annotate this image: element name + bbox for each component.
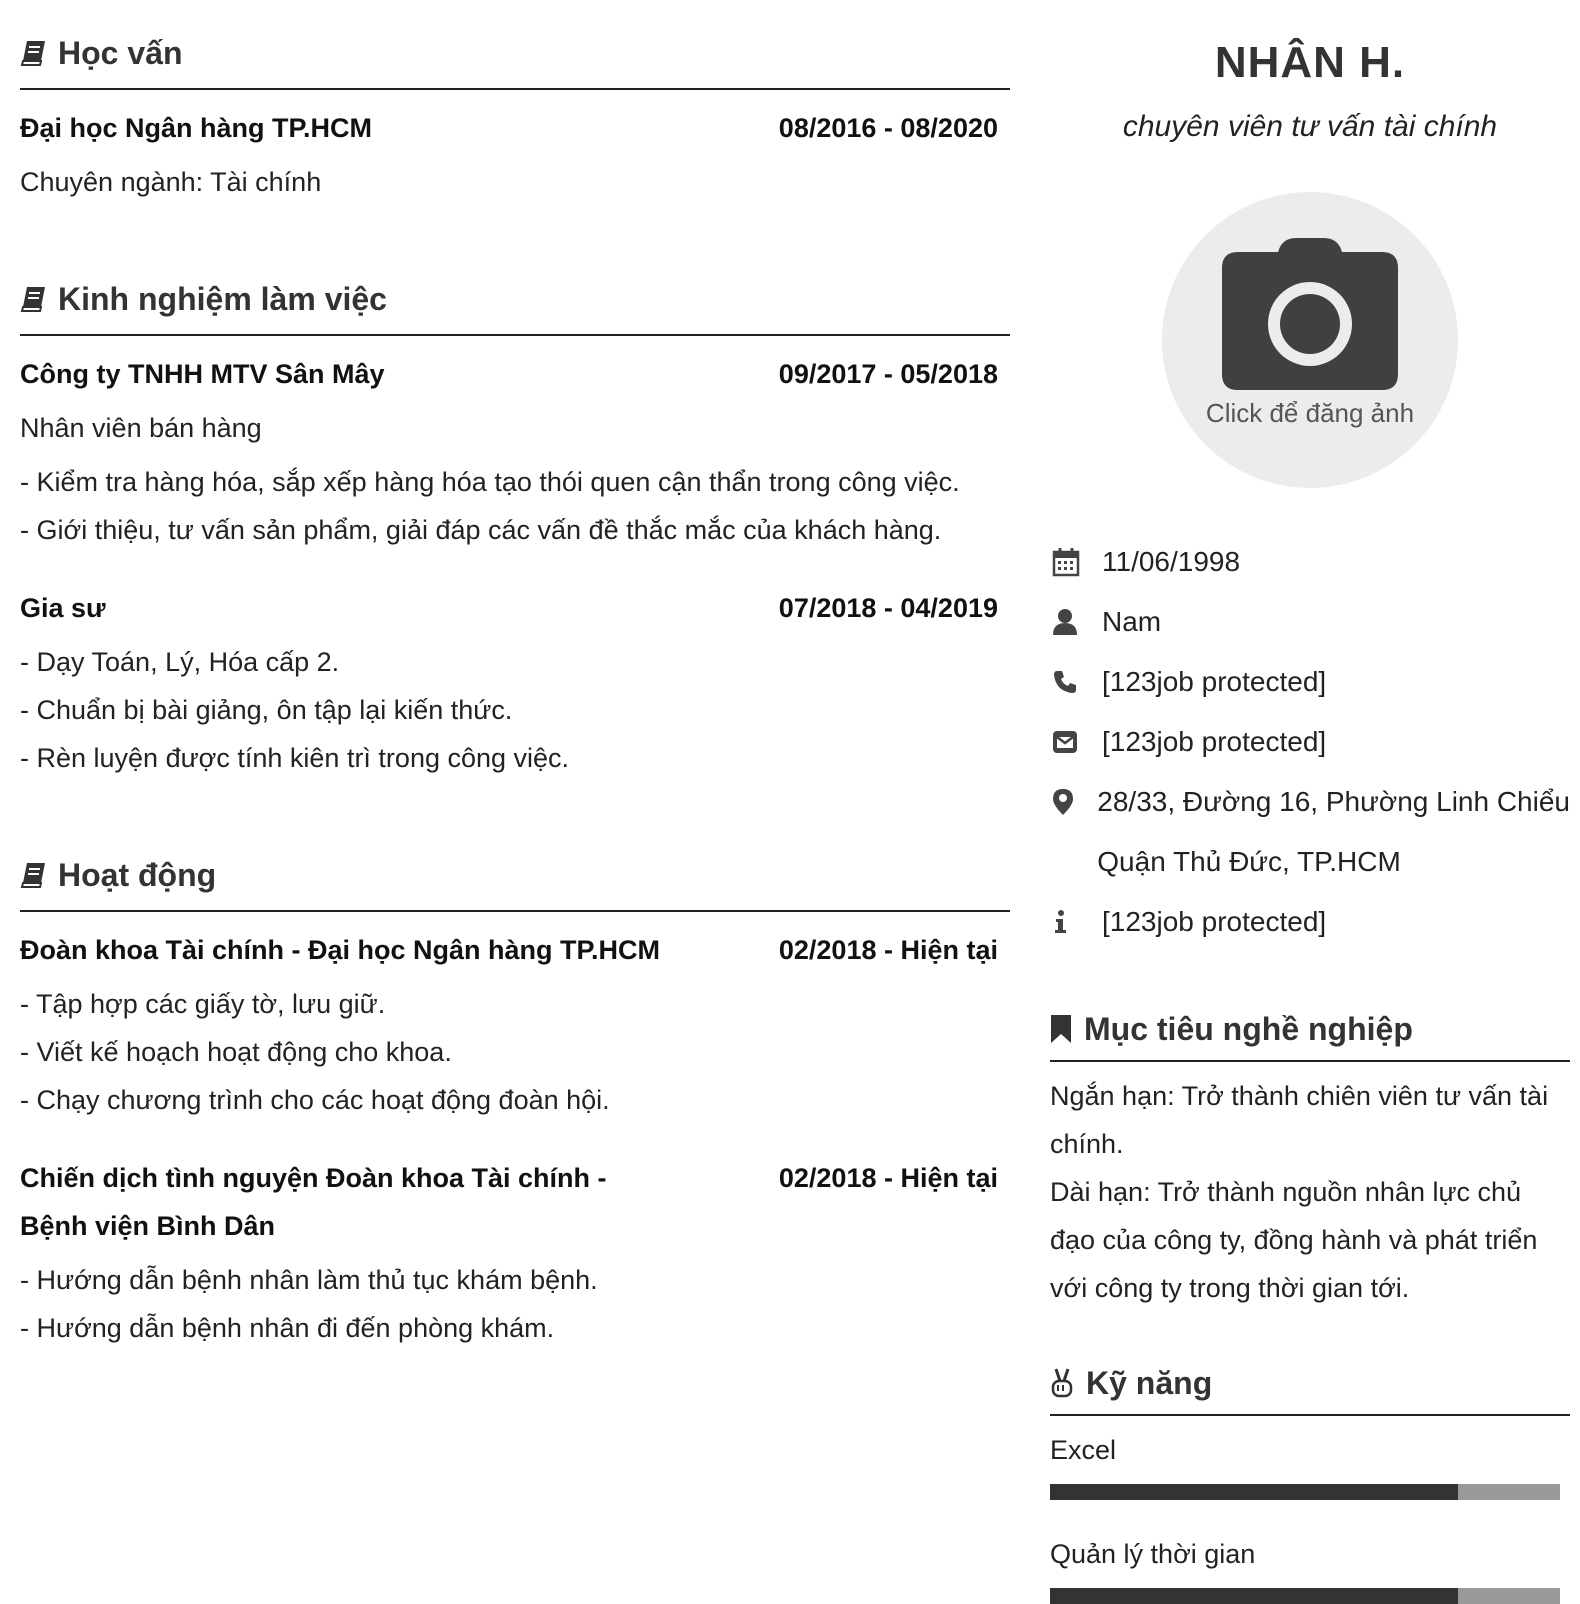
section-title: Học vấn: [58, 34, 183, 71]
entry-name: Gia sư: [20, 593, 106, 623]
activity-entry: [20, 1154, 1010, 1352]
experience-entry: [20, 336, 1010, 554]
book-icon: [20, 861, 48, 889]
entry-bullet: - Tập hợp các giấy tờ, lưu giữ.: [20, 989, 386, 1019]
objective-short-term: Ngắn hạn: Trở thành chiên viên tư vấn tài chính.: [1050, 1081, 1549, 1159]
peace-hand-icon: [1050, 1367, 1074, 1399]
skill-label: Quản lý thời gian: [1050, 1539, 1256, 1569]
contact-info: [1050, 892, 1570, 952]
phone-icon: [1050, 652, 1102, 712]
sidebar-column: [1050, 0, 1570, 1569]
section-title: Mục tiêu nghề nghiệp: [1084, 1010, 1413, 1047]
contact-birthday: [1050, 532, 1570, 592]
entry-bullet: - Hướng dẫn bệnh nhân làm thủ tục khám bệnh.: [20, 1265, 598, 1295]
calendar-icon: [1050, 532, 1102, 592]
entry-bullet: - Chuẩn bị bài giảng, ôn tập lại kiến thức.: [20, 695, 513, 725]
birthday-value: 11/06/1998: [1102, 546, 1241, 577]
info-value: [123job protected]: [1102, 906, 1327, 937]
activities-section: [20, 822, 1010, 1352]
main-column: [20, 0, 1010, 1392]
section-header: [20, 822, 1010, 912]
section-header: [20, 0, 1010, 90]
contact-phone: [1050, 652, 1570, 712]
skill-bar: [1050, 1484, 1560, 1500]
entry-date: 02/2018 - Hiện tại: [778, 1163, 998, 1193]
info-icon: [1050, 892, 1102, 952]
envelope-icon: [1050, 712, 1102, 772]
education-entry: [20, 90, 1010, 206]
contact-gender: [1050, 592, 1570, 652]
section-title: Kinh nghiệm làm việc: [58, 280, 387, 317]
map-marker-icon: [1050, 772, 1097, 832]
objective-text: [1050, 1072, 1570, 1312]
section-title: Hoạt động: [58, 856, 217, 893]
address-line-2: Quận Thủ Đức, TP.HCM: [1097, 846, 1401, 877]
skill-bar-fill: [1050, 1484, 1458, 1500]
entry-bullet: - Chạy chương trình cho các hoạt động đoàn hội.: [20, 1085, 610, 1115]
skills-header: [1050, 1352, 1570, 1416]
skill-bar-fill: [1050, 1588, 1458, 1604]
address-line-1: 28/33, Đường 16, Phường Linh Chiểu: [1097, 786, 1570, 817]
entry-subtitle: Chuyên ngành: Tài chính: [20, 167, 322, 197]
entry-date: 09/2017 - 05/2018: [778, 359, 998, 389]
skill-label: Excel: [1050, 1435, 1117, 1465]
contact-email: [1050, 712, 1570, 772]
book-icon: [20, 285, 48, 313]
phone-value: [123job protected]: [1102, 666, 1327, 697]
entry-bullet: - Kiểm tra hàng hóa, sắp xếp hàng hóa tạo thói quen cận thẩn trong công việc.: [20, 467, 960, 497]
bookmark-icon: [1050, 1014, 1072, 1044]
avatar-caption: Click để đăng ảnh: [1205, 398, 1415, 428]
entry-subtitle: Nhân viên bán hàng: [20, 413, 262, 443]
entry-bullet: - Rèn luyện được tính kiên trì trong công việc.: [20, 743, 570, 773]
education-section: [20, 0, 1010, 206]
skill-bar: [1050, 1588, 1560, 1604]
skill-item: [1050, 1530, 1570, 1604]
entry-name: Đại học Ngân hàng TP.HCM: [20, 113, 373, 143]
experience-entry: [20, 584, 1010, 782]
experience-section: [20, 246, 1010, 782]
objective-long-term: Dài hạn: Trở thành nguồn nhân lực chủ đạo của công ty, đồng hành và phát triển với công ty trong thời gian tới.: [1050, 1177, 1538, 1303]
email-value: [123job protected]: [1102, 726, 1327, 757]
candidate-role: chuyên viên tư vấn tài chính: [1122, 110, 1498, 143]
gender-value: Nam: [1102, 606, 1162, 637]
skill-item: [1050, 1426, 1570, 1500]
activity-entry: [20, 912, 1010, 1124]
entry-bullet: - Giới thiệu, tư vấn sản phẩm, giải đáp các vấn đề thắc mắc của khách hàng.: [20, 515, 942, 545]
section-title: Kỹ năng: [1086, 1364, 1213, 1401]
objective-header: [1050, 998, 1570, 1062]
camera-icon: [1220, 234, 1400, 399]
entry-date: 07/2018 - 04/2019: [778, 593, 998, 623]
book-icon: [20, 39, 48, 67]
entry-bullet: - Dạy Toán, Lý, Hóa cấp 2.: [20, 647, 340, 677]
entry-bullet: - Viết kế hoạch hoạt động cho khoa.: [20, 1037, 452, 1067]
entry-date: 02/2018 - Hiện tại: [778, 935, 998, 965]
avatar-upload[interactable]: [1162, 192, 1458, 488]
user-icon: [1050, 592, 1102, 652]
contact-list: [1050, 532, 1570, 952]
entry-name: Công ty TNHH MTV Sân Mây: [20, 359, 385, 389]
entry-name: Đoàn khoa Tài chính - Đại học Ngân hàng TP.HCM: [20, 935, 661, 965]
contact-address: [1050, 772, 1570, 892]
entry-bullet: - Hướng dẫn bệnh nhân đi đến phòng khám.: [20, 1313, 555, 1343]
section-header: [20, 246, 1010, 336]
entry-name: Chiến dịch tình nguyện Đoàn khoa Tài chính - Bệnh viện Bình Dân: [20, 1163, 607, 1241]
candidate-name: NHÂN H.: [1214, 38, 1406, 87]
entry-date: 08/2016 - 08/2020: [778, 113, 998, 143]
